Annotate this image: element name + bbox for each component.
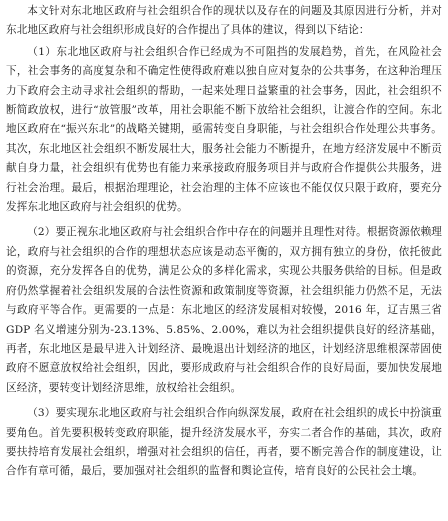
- conclusion-paragraph-2: （2）要正视东北地区政府与社会组织合作中存在的问题并且理性对待。根据资源依赖理论，政府与社会组织的合作的理想状态应该是动态平衡的，双方拥有独立的身份，依托彼此的资源，充分发挥各自的优势，满足公众的多样化需求，实现公共服务供给的目标。但是政府仍然掌握着社会组织发展的合法性资源和政策制度等资源，社会组织能力仍然不足，无法与政府平等合作。更需要的一点是：东北地区的经济发展相对较慢，2016 年，辽吉黑三省 GDP 名义增速分别为-23.13%、5.85%、2.00%，难以为社会组织提供良好的经济基础，再者，东北地区是最早进入计划经济、最晚退出计划经济的地区，计划经济思维根深蒂固使政府不愿意放权给社会组织，因此，要形成政府与社会组织合作的良好局面，要加快发展地区经济，要转变计划经济思维，放权给社会组织。: [6, 226, 442, 394]
- conclusion-paragraph-3: （3）要实现东北地区政府与社会组织合作向纵深发展，政府在社会组织的成长中扮演重要角色。首先要积极转变政府职能，提升经济发展水平，夯实二者合作的基础，其次，政府要扶持培育发展社会组织，增强对社会组织的信任，再者，要不断完善合作的制度建设，让合作有章可循，最后，要加强对社会组织的监督和舆论宣传，培育良好的公民社会土壤。: [6, 407, 442, 478]
- conclusion-paragraph-1: （1）东北地区政府与社会组织合作已经成为不可阻挡的发展趋势，首先，在风险社会下，社会事务的高度复杂和不确定性使得政府难以独自应对复杂的公共事务，在这种治理压力下政府会主动寻求社会组织的帮助，一起来处理日益繁重的社会事务，因此，社会组织不断简政放权，进行“放管服”改革，用社会职能不断下放给社会组织，让渡合作的空间。东北地区政府在“振兴东北”的战略关键期，亟需转变自身职能，与社会组织合作处理公共事务。其次，东北地区社会组织不断发展壮大，服务社会能力不断提升，在地方经济发展中不断贡献自身力量，社会组织有优势也有能力来承接政府服务项目并与政府合作提供公共服务，进行社会治理。最后，根据治理理论，社会治理的主体不应该也不能仅仅只限于政府，要充分发挥东北地区政府与社会组织的优势。: [6, 45, 442, 214]
- intro-paragraph: 本文针对东北地区政府与社会组织合作的现状以及存在的问题及其原因进行分析，并对东北地区政府与社会组织形成良好的合作提出了具体的建议，得到以下结论：: [6, 5, 442, 37]
- paragraph-gap: [6, 217, 442, 221]
- paragraph-gap: [6, 398, 442, 402]
